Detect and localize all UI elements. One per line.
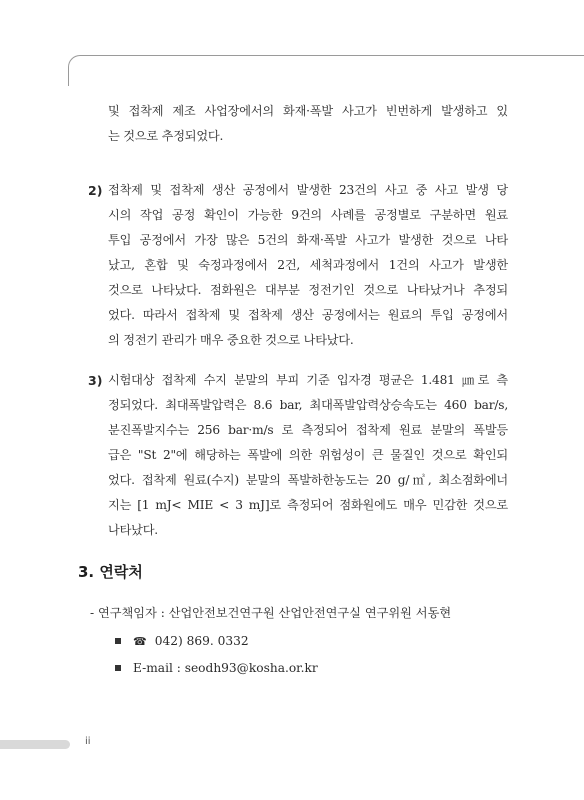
paragraph-continuation: 및 접착제 제조 사업장에서의 화재·폭발 사고가 빈번하게 발생하고 있 는 것으로 추정되었다.: [108, 104, 508, 143]
telephone-icon: ☎: [133, 635, 147, 648]
footer-page-bar: [0, 740, 70, 749]
email-text: E-mail : seodh93@kosha.or.kr: [133, 661, 318, 675]
phone-number: 042) 869. 0332: [154, 634, 249, 648]
item-number-2: 2): [88, 183, 103, 198]
item-number-3: 3): [88, 373, 103, 388]
page-number: ii: [85, 736, 91, 747]
page-header-frame: [68, 55, 584, 86]
section-heading: 3. 연락처: [78, 563, 143, 581]
paragraph-item-2: 접착제 및 접착제 생산 공정에서 발생한 23건의 사고 중 사고 발생 당 시의 작업 공정 확인이 가능한 9건의 사례를 공정별로 구분하면 원료 투입 공정에서 가장 많은 5건의 화재·폭발 사고가 발생한 것으로 나타 났고, 혼합 및 숙정과정에서 2건, 세척과정에서 1건의 사고가 발생한 것으로 나타났다. 점화원은 대부분 정전기인 것으로 나타났거나 추정되 었다. 따라서 접착제 및 접착제 생산 공정에서는 원료의 투입 공정에서 의 정전기 관리가 매우 중요한 것으로 나타났다.: [108, 183, 508, 347]
bullet-square-icon: [115, 638, 121, 644]
contact-phone: [115, 631, 249, 652]
contact-email: [115, 658, 318, 678]
contact-responsible: - 연구책임자 : 산업안전보건연구원 산업안전연구실 연구위원 서동현: [90, 606, 452, 620]
paragraph-item-3: 시험대상 접착제 수지 분말의 부피 기준 입자경 평균은 1.481 ㎛로 측 정되었다. 최대폭발압력은 8.6 bar, 최대폭발압력상승속도는 460 bar/s, 분진폭발지수는 256 bar·m/s 로 측정되어 접착제 원료 분말의 폭발등 급은 "St 2"에 해당하는 폭발에 의한 위험성이 큰 물질인 것으로 확인되 었다. 접착제 원료(수지) 분말의 폭발하한농도는 20 g/㎥, 최소점화에너 지는 [1 mJ< MIE < 3 mJ]로 측정되어 점화원에도 매우 민감한 것으로 나타났다.: [108, 373, 508, 537]
bullet-square-icon: [115, 665, 121, 671]
